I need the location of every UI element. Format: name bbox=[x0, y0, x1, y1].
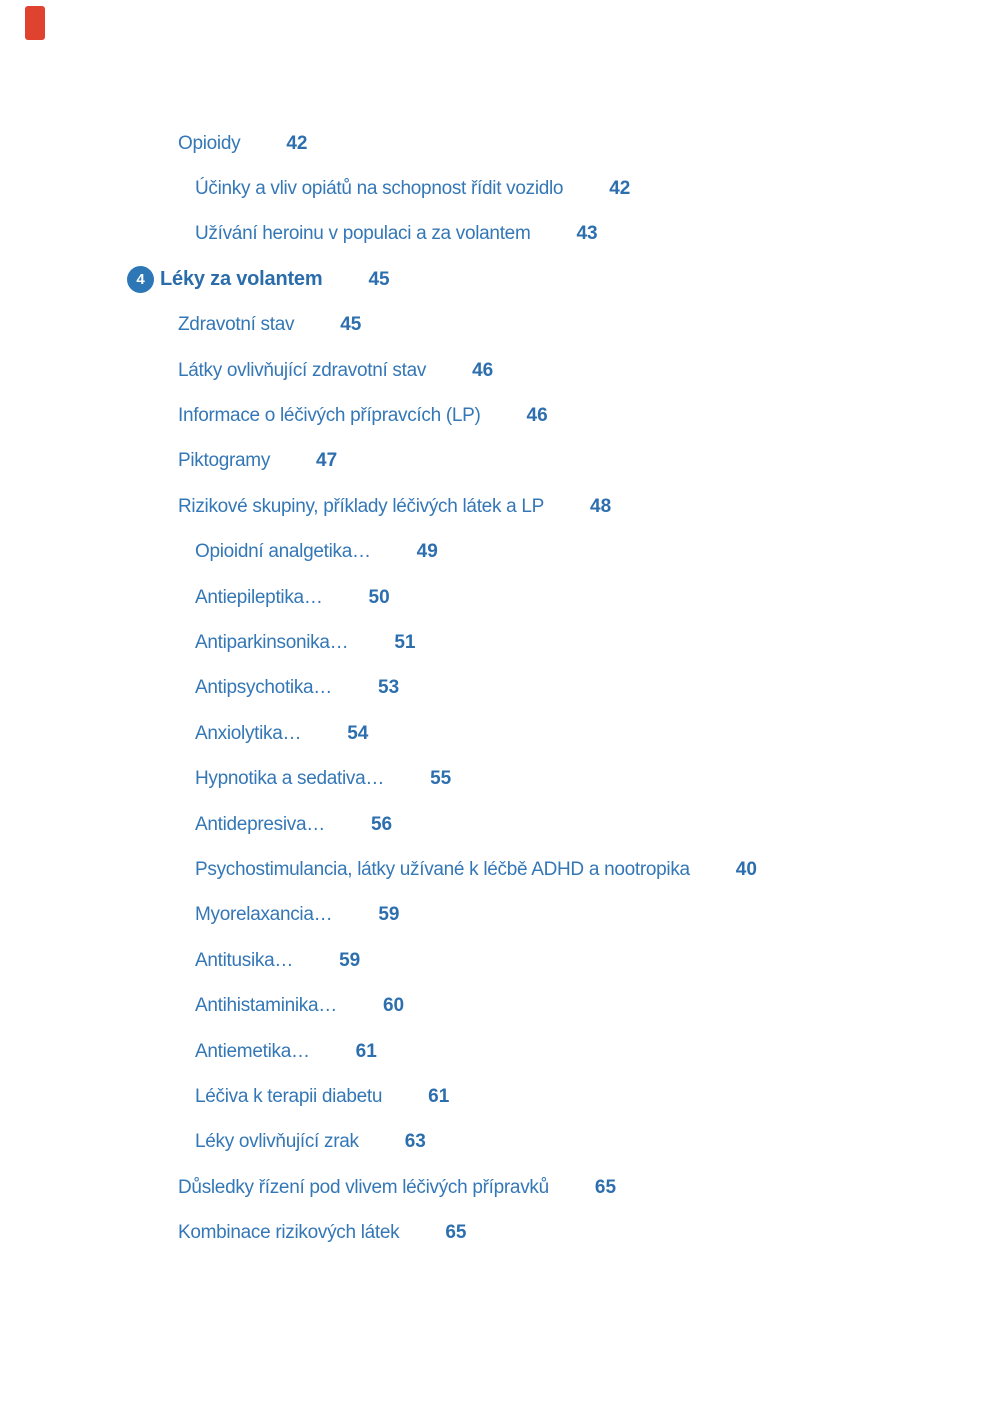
toc-entry[interactable] bbox=[0, 1165, 997, 1210]
toc-entry[interactable] bbox=[0, 257, 997, 302]
toc-entry-label: Kombinace rizikových látek bbox=[178, 1222, 400, 1244]
toc-page-number: 50 bbox=[368, 586, 390, 608]
toc-entry-label: Antipsychotika… bbox=[195, 677, 333, 699]
toc-entry[interactable] bbox=[0, 348, 997, 393]
toc-entry-label: Myorelaxancia… bbox=[195, 904, 333, 926]
toc-page-number: 61 bbox=[355, 1040, 377, 1062]
chapter-number-badge: 4 bbox=[127, 266, 154, 293]
toc-entry[interactable] bbox=[0, 620, 997, 665]
toc-page-number: 61 bbox=[428, 1085, 450, 1107]
toc-page-number: 65 bbox=[445, 1222, 467, 1244]
toc-page-number: 43 bbox=[576, 223, 598, 245]
toc-page-number: 65 bbox=[594, 1176, 617, 1198]
toc-entry-label: Zdravotní stav bbox=[178, 314, 295, 336]
toc-entry-label: Léčiva k terapii diabetu bbox=[195, 1085, 383, 1107]
toc-entry[interactable] bbox=[0, 439, 997, 484]
toc-page-number: 60 bbox=[382, 995, 405, 1017]
toc-entry[interactable] bbox=[0, 893, 997, 938]
toc-entry[interactable] bbox=[0, 666, 997, 711]
toc-entry-label: Opioidy bbox=[178, 132, 241, 154]
toc-page-number: 59 bbox=[339, 949, 361, 971]
toc-entry-label: Antiemetika… bbox=[195, 1040, 310, 1062]
toc-page-number: 51 bbox=[394, 631, 416, 653]
toc-page-number: 48 bbox=[590, 495, 612, 517]
toc-entry[interactable] bbox=[0, 802, 997, 847]
toc-entry[interactable] bbox=[0, 1029, 997, 1074]
toc-page-number: 59 bbox=[378, 904, 400, 926]
toc-entry-label: Rizikové skupiny, příklady léčivých látek a LP bbox=[178, 495, 545, 517]
toc-entry-label: Léky ovlivňující zrak bbox=[195, 1131, 359, 1153]
toc-page-number: 56 bbox=[370, 813, 393, 835]
toc-entry-label: Antiparkinsonika… bbox=[195, 631, 349, 653]
toc-entry-label: Piktogramy bbox=[178, 450, 271, 472]
toc-entry[interactable] bbox=[0, 166, 997, 211]
toc-entry[interactable] bbox=[0, 1074, 997, 1119]
toc-entry-label: Antiepileptika… bbox=[195, 586, 323, 608]
toc-page-number: 40 bbox=[735, 858, 757, 880]
toc-entry[interactable] bbox=[0, 484, 997, 529]
toc-page-number: 63 bbox=[404, 1131, 426, 1153]
toc-page-number: 46 bbox=[472, 359, 494, 381]
toc-entry-label: Informace o léčivých přípravcích (LP) bbox=[178, 405, 481, 427]
toc-entry-label: Antitusika… bbox=[195, 949, 294, 971]
toc-entry[interactable] bbox=[0, 121, 997, 166]
toc-page-number: 55 bbox=[430, 768, 452, 790]
toc-page-number: 42 bbox=[286, 132, 308, 154]
toc-entry[interactable] bbox=[0, 938, 997, 983]
toc-entry-label: Psychostimulancia, látky užívané k léčbě ADHD a nootropika bbox=[195, 858, 690, 880]
toc-entry[interactable] bbox=[0, 756, 997, 801]
toc-entry-label: Anxiolytika… bbox=[195, 722, 302, 744]
toc-entry[interactable] bbox=[0, 711, 997, 756]
toc-page-number: 49 bbox=[416, 541, 438, 563]
toc-page-number: 54 bbox=[347, 722, 369, 744]
toc-entry[interactable] bbox=[0, 1120, 997, 1165]
red-tab-marker bbox=[25, 6, 45, 40]
toc-entry[interactable] bbox=[0, 393, 997, 438]
toc-entry-label: Léky za volantem bbox=[160, 268, 323, 291]
toc-page-number: 45 bbox=[368, 268, 390, 290]
toc-page-number: 45 bbox=[340, 314, 362, 336]
toc-entry[interactable] bbox=[0, 530, 997, 575]
table-of-contents bbox=[0, 121, 997, 1256]
toc-entry[interactable] bbox=[0, 983, 997, 1028]
toc-entry-label: Účinky a vliv opiátů na schopnost řídit vozidlo bbox=[195, 178, 564, 200]
toc-page-number: 42 bbox=[609, 178, 631, 200]
toc-page-number: 53 bbox=[378, 677, 400, 699]
toc-entry-label: Hypnotika a sedativa… bbox=[195, 768, 385, 790]
toc-entry-label: Důsledky řízení pod vlivem léčivých přípravků bbox=[178, 1176, 549, 1198]
toc-entry[interactable] bbox=[0, 575, 997, 620]
toc-entry[interactable] bbox=[0, 847, 997, 892]
toc-entry-label: Užívání heroinu v populaci a za volantem bbox=[195, 223, 531, 245]
toc-entry[interactable] bbox=[0, 303, 997, 348]
toc-entry-label: Látky ovlivňující zdravotní stav bbox=[178, 359, 427, 381]
toc-entry-label: Opioidní analgetika… bbox=[195, 541, 371, 563]
toc-entry[interactable] bbox=[0, 212, 997, 257]
toc-page-number: 47 bbox=[316, 450, 338, 472]
toc-entry[interactable] bbox=[0, 1210, 997, 1255]
toc-entry-label: Antihistaminika… bbox=[195, 995, 337, 1017]
toc-entry-label: Antidepresiva… bbox=[195, 813, 325, 835]
toc-page-number: 46 bbox=[526, 405, 548, 427]
